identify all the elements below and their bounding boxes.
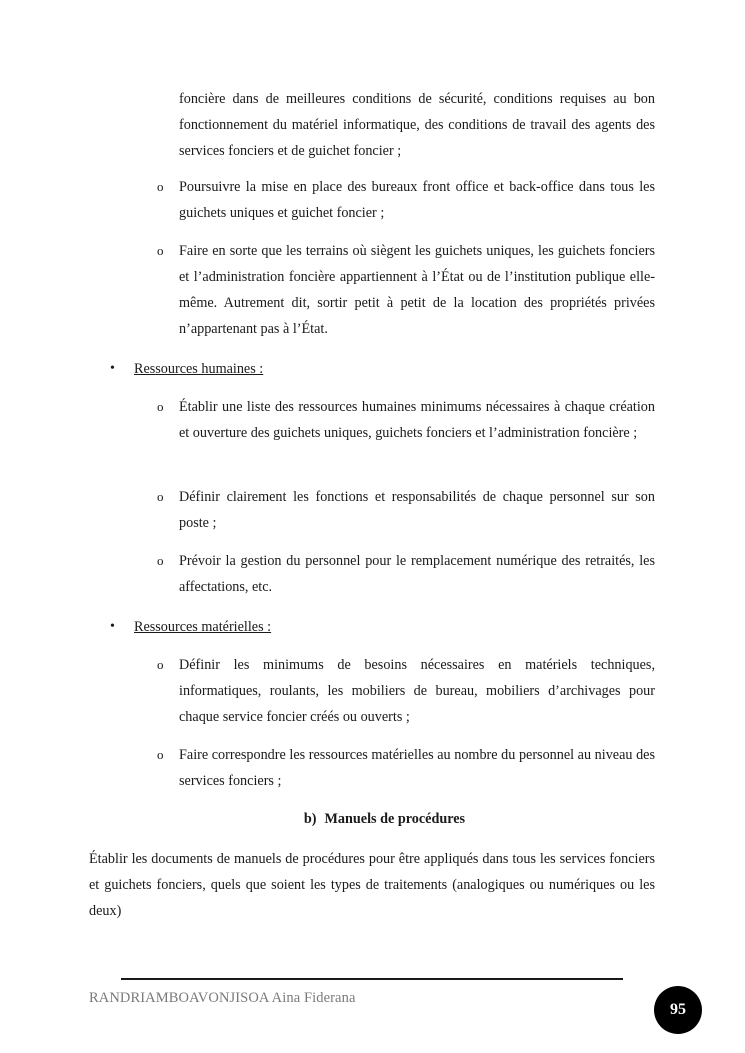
author-given-name: Aina Fiderana [271,990,356,1006]
sub-item [157,484,655,536]
page-number-badge: 95 [654,986,702,1034]
bullet-ressources-humaines [110,356,264,382]
bullet-icon: • [110,619,115,634]
sub-item [157,742,655,794]
sub-item-text: Définir les minimums de besoins nécessaires en matériels techniques, informatiques, roulants, les mobiliers de bureau, mobiliers d’archivages pour chaque service foncier créés ou ouverts ; [179,657,655,725]
section-heading [0,806,745,832]
footer-divider [121,978,623,980]
circle-bullet-icon: o [157,657,164,672]
circle-bullet-icon: o [157,489,164,504]
sub-item [157,652,655,730]
continuation-paragraph: foncière dans de meilleures conditions de sécurité, conditions requises au bon fonctionnement du matériel informatique, des conditions de travail des agents des services fonciers et de guichet foncier ; [179,91,655,159]
sub-item-text: Faire correspondre les ressources matérielles au nombre du personnel au niveau des services fonciers ; [179,747,655,789]
circle-bullet-icon: o [157,399,164,414]
section-title: Manuels de procédures [324,811,466,827]
sub-item [157,548,655,600]
sub-item [157,174,655,226]
bullet-ressources-materielles [110,614,272,640]
author-surname: RANDRIAMBOAVONJISOA [89,990,269,1006]
section-number: b) [303,811,317,827]
bullet-label: Ressources matérielles : [134,619,272,635]
sub-item-text: Prévoir la gestion du personnel pour le remplacement numérique des retraités, les affectations, etc. [179,553,655,595]
circle-bullet-icon: o [157,179,164,194]
sub-item-text: Établir une liste des ressources humaines minimums nécessaires à chaque création et ouverture des guichets uniques, guichets fonciers et l’administration foncière ; [179,399,655,441]
sub-item-text: Poursuivre la mise en place des bureaux front office et back-office dans tous les guichets uniques et guichet foncier ; [179,179,655,221]
bullet-label: Ressources humaines : [134,361,264,377]
circle-bullet-icon: o [157,553,164,568]
footer-author [89,990,355,1007]
sub-item-text: Faire en sorte que les terrains où siègent les guichets uniques, les guichets fonciers et l’administration foncière appartiennent à l’État ou de l’institution publique elle-même. Autrement dit, sortir petit à petit de la location des propriétés privées n’appartenant pas à l’État. [179,243,655,337]
sub-item [157,394,655,446]
sub-item-text: Définir clairement les fonctions et responsabilités de chaque personnel sur son poste ; [179,489,655,531]
bullet-icon: • [110,361,115,376]
circle-bullet-icon: o [157,747,164,762]
body-paragraph: Établir les documents de manuels de procédures pour être appliqués dans tous les services fonciers et guichets fonciers, quels que soient les types de traitements (analogiques ou numériques ou les deux) [89,851,655,919]
circle-bullet-icon: o [157,243,164,258]
sub-item [157,238,655,342]
